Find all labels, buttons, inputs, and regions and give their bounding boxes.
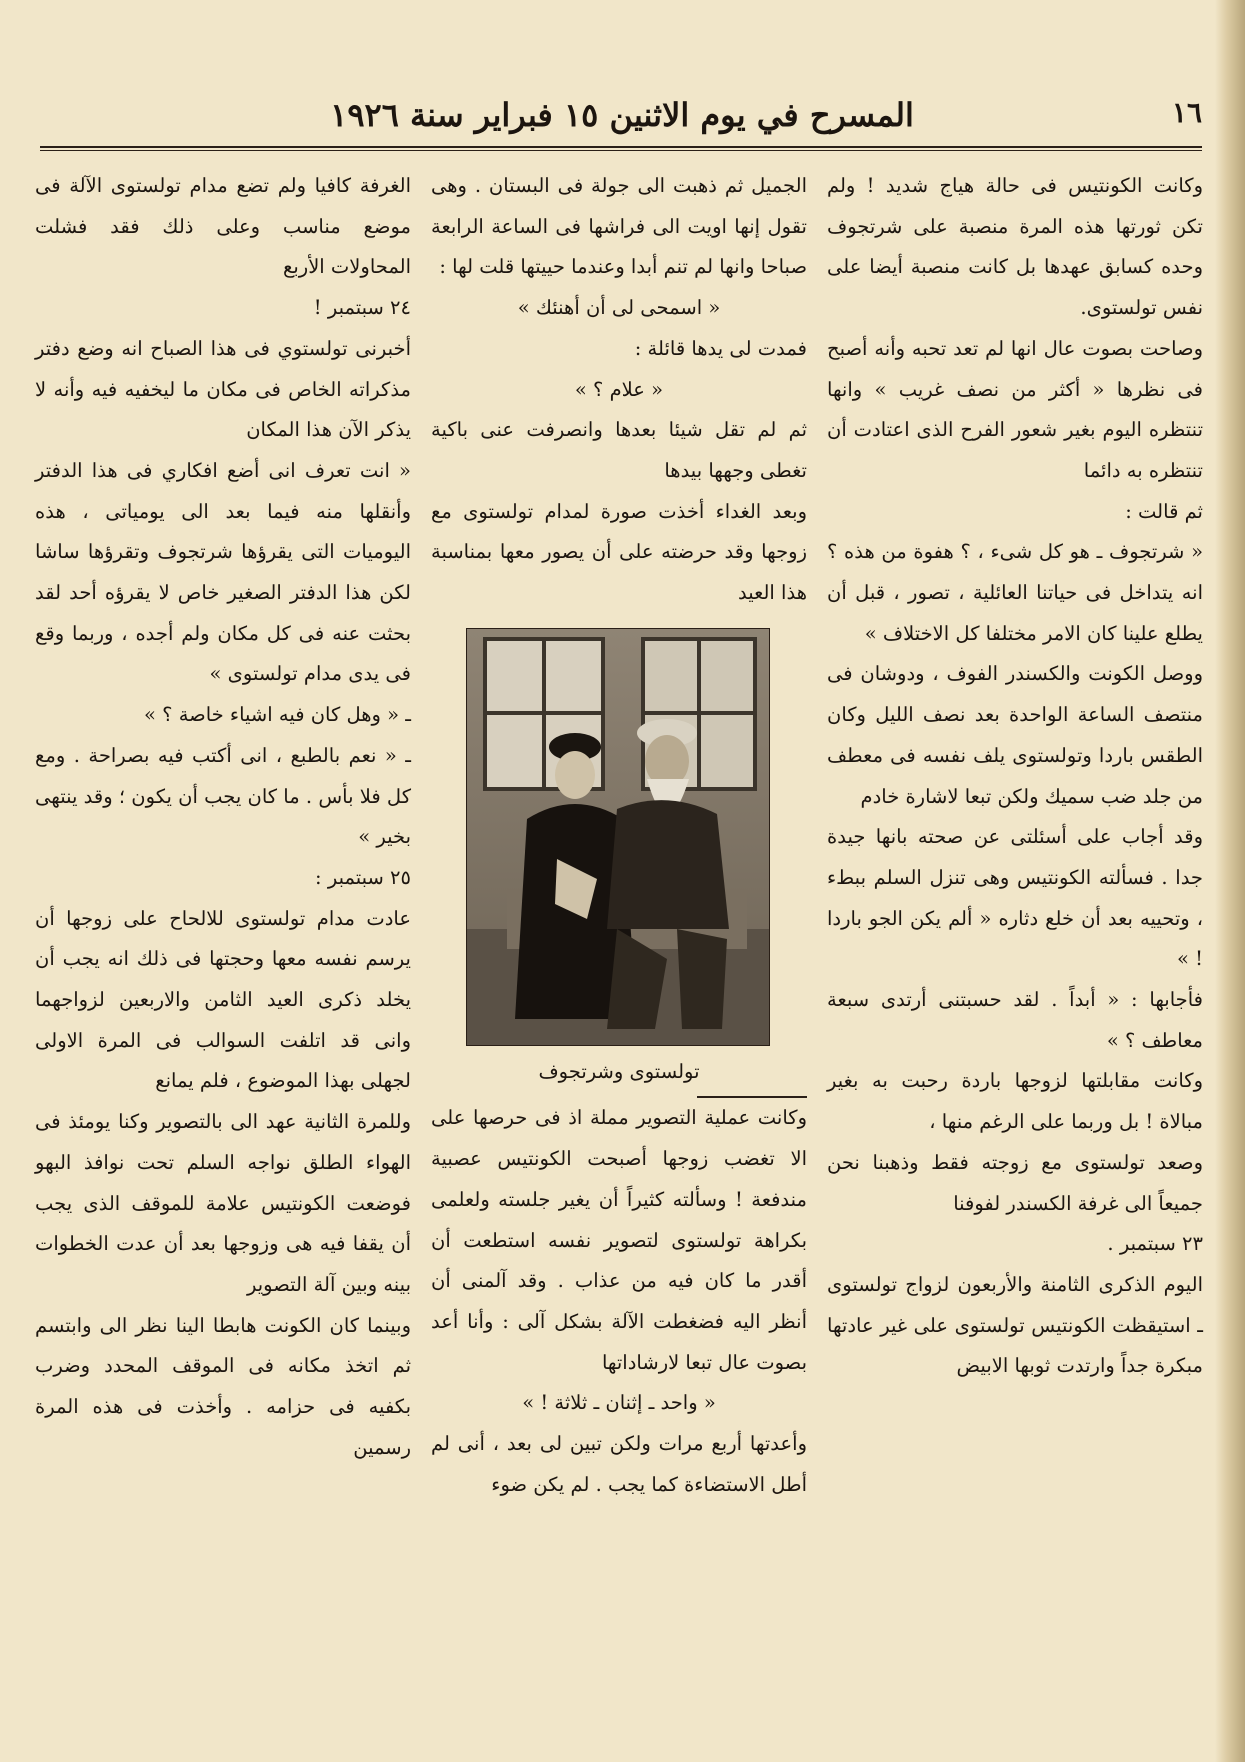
column-middle	[431, 166, 807, 1762]
paragraph: « واحد ـ إثنان ـ ثلاثة ! »	[522, 1391, 716, 1415]
paragraph: فأجابها : « أبداً . لقد حسبتنى أرتدى سبعة معاطف ؟ »	[827, 988, 1203, 1052]
paragraph: « انت تعرف انى أضع افكاري فى هذا الدفتر وأنقلها منه فيما بعد الى يومياتى ، هذه اليوميات التى يقرؤها شرتجوف وتقرؤها ساشا لكن هذا الدفتر الصغير خاص لا يقرؤه أحد لقد بحثت عنه فى كل مكان ولم أجده ، وربما وقع فى يدى مدام تولستوى »	[35, 458, 411, 686]
paragraph: وللمرة الثانية عهد الى بالتصوير وكنا يومئذ فى الهواء الطلق نواجه السلم تحت نوافذ البهو فوضعت الكونتيس علامة للموقف الذى يجب أن يقفا فيه هى وزوجها بعد أن عدت الخطوات بينه وبين آلة التصوير	[35, 1110, 411, 1296]
paragraph: ووصل الكونت والكسندر الفوف ، ودوشان فى منتصف الساعة الواحدة بعد نصف الليل وكان الطقس باردا وتولستوى يلف نفسه فى معطف من جلد ضب سميك ولكن تبعا لاشارة خادم	[827, 662, 1203, 808]
page-header	[42, 96, 1202, 142]
header-rule	[40, 146, 1202, 151]
dateline: ٢٤ سبتمبر !	[313, 296, 411, 320]
paragraph: الغرفة كافيا ولم تضع مدام تولستوى الآلة فى موضع مناسب وعلى ذلك فقد فشلت المحاولات الأربع	[35, 174, 411, 279]
paragraph: وكانت عملية التصوير مملة اذ فى حرصها على الا تغضب زوجها أصبحت الكونتيس عصبية مندفعة ! وسألته كثيراً أن يغير جلسته ولعلمى بكراهة تولستوى لتصوير نفسه استطعت أن أقدر ما كان فيه من عذاب . وقد آلمنى أن أنظر اليه فضغطت الآلة بشكل آلى : وأنا أعد بصوت عال تبعا لارشاداتها	[431, 1106, 807, 1374]
dateline: ٢٥ سبتمبر :	[315, 865, 411, 889]
paragraph: « اسمحى لى أن أهنئك »	[517, 296, 721, 320]
column-right	[827, 166, 1203, 1762]
paragraph: وصاحت بصوت عال انها لم تعد تحبه وأنه أصبح فى نظرها « أكثر من نصف غريب » وانها تنتظره اليوم بغير شعور الفرح الذى اعتادت أن تنتظره به دائما	[827, 336, 1203, 482]
paragraph: وكانت الكونتيس فى حالة هياج شديد ! ولم تكن ثورتها هذه المرة منصبة على شرتجوف وحده كسابق عهدها بل كانت منصبة أيضا على نفس تولستوى.	[827, 174, 1203, 320]
dateline: ٢٣ سبتمبر .	[1107, 1232, 1203, 1256]
column-left	[35, 166, 411, 1762]
page-edge-shadow	[1215, 0, 1245, 1762]
paragraph: وبعد الغداء أخذت صورة لمدام تولستوى مع زوجها وقد حرضته على أن يصور معها بمناسبة هذا العيد	[431, 499, 807, 605]
running-title: المسرح في يوم الاثنين ١٥ فبراير سنة ١٩٢٦	[330, 96, 914, 134]
paragraph: ـ « نعم بالطبع ، انى أكتب فيه بصراحة . ومع كل فلا بأس . ما كان يجب أن يكون ؛ وقد ينتهى بخير »	[35, 743, 411, 849]
paragraph: ـ « وهل كان فيه اشياء خاصة ؟ »	[144, 703, 411, 727]
paragraph: اليوم الذكرى الثامنة والأربعون لزواج تولستوى ـ استيقظت الكونتيس تولستوى على غير عادتها مبكرة جداً وارتدت ثوبها الابيض	[827, 1272, 1203, 1378]
photo-caption: تولستوى وشرتجوف	[538, 1059, 700, 1083]
paragraph: وصعد تولستوى مع زوجته فقط وذهبنا نحن جميعاً الى غرفة الكسندر لفوفنا	[827, 1150, 1203, 1215]
paragraph: وأعدتها أربع مرات ولكن تبين لى بعد ، أنى لم أطل الاستضاءة كما يجب . لم يكن ضوء	[431, 1432, 807, 1496]
page-number: ١٦	[1171, 96, 1202, 129]
paragraph: وقد أجاب على أسئلتى عن صحته بانها جيدة جدا . فسألته الكونتيس وهى تنزل السلم ببطء ، وتحييه بعد أن خلع دثاره « ألم يكن الجو باردا ! »	[827, 825, 1203, 971]
paragraph: فمدت لى يدها قائلة :	[634, 336, 807, 360]
paragraph: ثم لم تقل شيئا بعدها وانصرفت عنى باكية تغطى وجهها بيدها	[431, 418, 807, 482]
paragraph: « علام ؟ »	[574, 377, 664, 401]
paragraph: « شرتجوف ـ هو كل شىء ، ؟ هفوة من هذه ؟ انه يتداخل فى حياتنا العائلية ، تصور ، قبل أن يطلع علينا كان الامر مختلفا كل الاختلاف »	[827, 540, 1203, 645]
paragraph: الجميل ثم ذهبت الى جولة فى البستان . وهى تقول إنها اويت الى فراشها فى الساعة الرابعة صباحا وانها لم تنم أبدا وعندما حييتها قلت لها :	[431, 174, 807, 279]
paragraph: عادت مدام تولستوى للالحاح على زوجها أن يرسم نفسه معها وحجتها فى ذلك انه يجب أن يخلد ذكرى العيد الثامن والاربعين لزواجهما وانى قد اتلفت السوالب فى المرة الاولى لجهلى بهذا الموضوع ، فلم يمانع	[35, 906, 411, 1093]
paragraph: ثم قالت :	[1125, 499, 1203, 523]
paragraph: أخبرنى تولستوي فى هذا الصباح انه وضع دفتر مذكراته الخاص فى مكان ما ليخفيه فيه وأنه لا يذكر الآن هذا المكان	[35, 336, 411, 442]
photograph-tolstoy-and-chertkov	[466, 628, 770, 1046]
paragraph: وبينما كان الكونت هابطا الينا نظر الى وابتسم ثم اتخذ مكانه فى الموقف المحدد وضرب بكفيه فى حزامه . وأخذت فى هذه المرة رسمين	[35, 1313, 411, 1459]
paragraph: وكانت مقابلتها لزوجها باردة رحبت به بغير مبالاة ! بل وربما على الرغم منها ،	[827, 1069, 1203, 1134]
